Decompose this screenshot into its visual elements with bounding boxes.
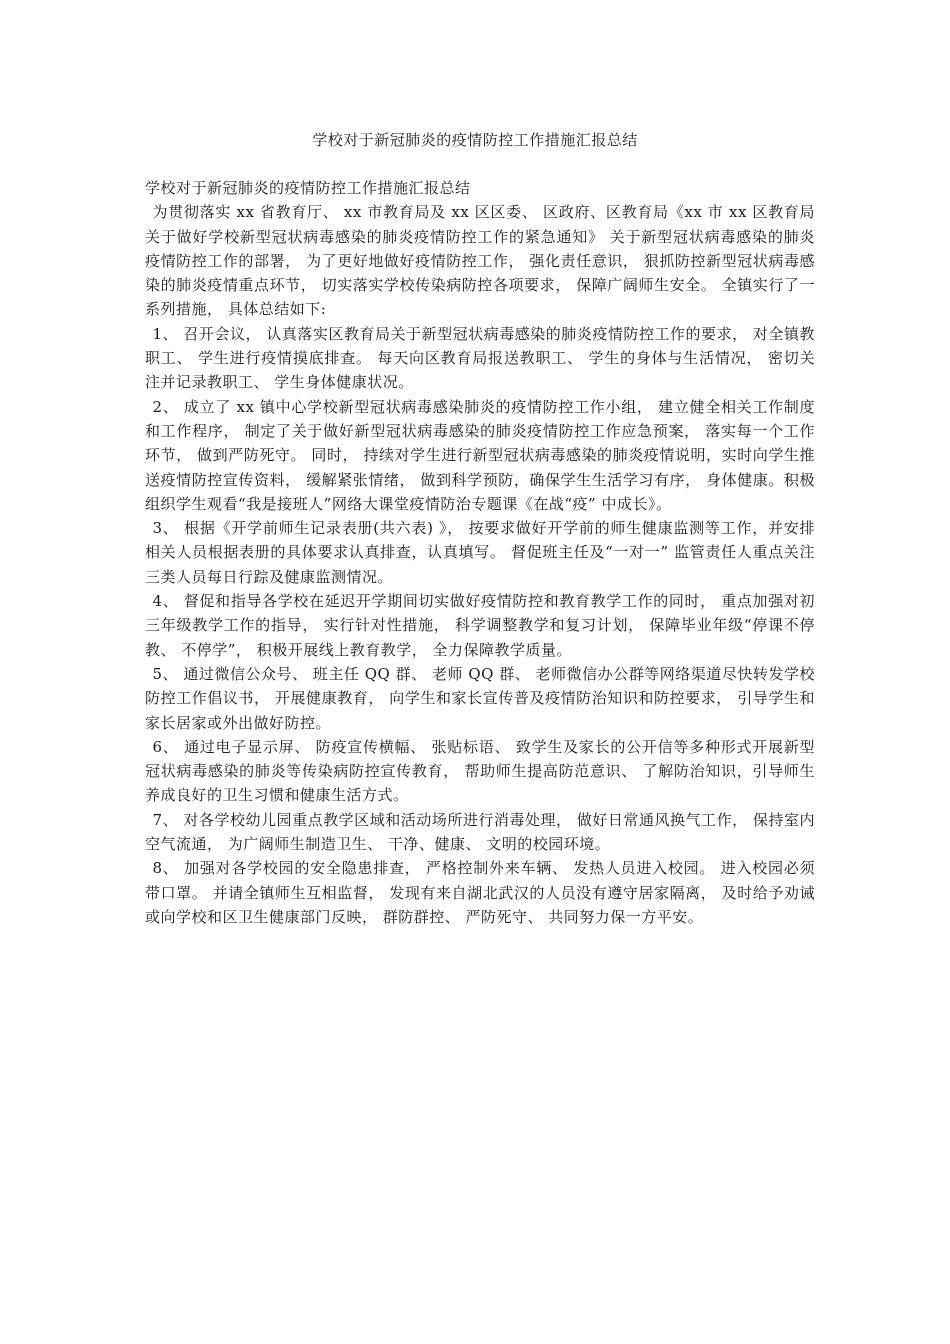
intro-paragraph: 为贯彻落实 xx 省教育厅、 xx 市教育局及 xx 区区委、 区政府、区教育局《xx 市 xx 区教育局关于做好学校新型冠状病毒感染的肺炎疫情防控工作的紧急通知》 关于新型冠状病毒感染的肺炎疫情防控工作的部署， 为了更好地做好疫情防控工作， 强化责任意识， 狠抓防控新型冠状病毒感染的肺炎疫情重点环节， 切实落实学校传染病防控各项要求， 保障广阔师生安全。 全镇实行了一系列措施， 具体总结如下:	[145, 203, 815, 319]
document-subtitle: 学校对于新冠肺炎的疫情防控工作措施汇报总结	[145, 179, 471, 197]
list-item-5: 5、 通过微信公众号、 班主任 QQ 群、 老师 QQ 群、 老师微信办公群等网络渠道尽快转发学校防控工作倡议书， 开展健康教育， 向学生和家长宣传普及疫情防治知识和防控要求， 引导学生和家长居家或外出做好防控。	[145, 664, 815, 732]
list-item-1: 1、 召开会议， 认真落实区教育局关于新型冠状病毒感染的肺炎疫情防控工作的要求， 对全镇教职工、 学生进行疫情摸底排查。 每天向区教育局报送教职工、 学生的身体与生活情况， 密切关注并记录教职工、 学生身体健康状况。	[145, 324, 815, 392]
document-title: 学校对于新冠肺炎的疫情防控工作措施汇报总结	[312, 131, 638, 149]
document-body	[145, 176, 815, 929]
list-item-3: 3、 根据《开学前师生记录表册(共六表) 》， 按要求做好开学前的师生健康监测等工作，并安排相关人员根据表册的具体要求认真排查，认真填写。 督促班主任及“一对一” 监管责任人重点关注三类人员每日行踪及健康监测情况。	[145, 519, 815, 586]
list-item-6: 6、 通过电子显示屏、 防疫宣传横幅、 张贴标语、 致学生及家长的公开信等多种形式开展新型冠状病毒感染的肺炎等传染病防控宣传教育， 帮助师生提高防范意识、 了解防治知识，引导师生养成良好的卫生习惯和健康生活方式。	[145, 737, 815, 805]
list-item-2: 2、 成立了 xx 镇中心学校新型冠状病毒感染肺炎的疫情防控工作小组， 建立健全相关工作制度和工作程序， 制定了关于做好新型冠状病毒感染的肺炎疫情防控工作应急预案， 落实每一个工作环节， 做到严防死守。 同时， 持续对学生进行新型冠状病毒感染的肺炎疫情说明，实时向学生推送疫情防控宣传资料， 缓解紧张情绪， 做到科学预防，确保学生生活学习有序， 身体健康。积极组织学生观看“我是接班人”网络大课堂疫情防治专题课《在战“疫” 中成长》。	[145, 397, 815, 513]
list-item-4: 4、 督促和指导各学校在延迟开学期间切实做好疫情防控和教育教学工作的同时， 重点加强对初三年级教学工作的指导， 实行针对性措施， 科学调整教学和复习计划， 保障毕业年级“停课不停教、 不停学”， 积极开展线上教育教学， 全力保障教学质量。	[145, 592, 815, 659]
list-item-7: 7、 对各学校幼儿园重点教学区域和活动场所进行消毒处理， 做好日常通风换气工作， 保持室内空气流通， 为广阔师生制造卫生、 干净、健康、 文明的校园环境。	[145, 810, 815, 854]
list-item-8: 8、 加强对各学校园的安全隐患排查， 严格控制外来车辆、 发热人员进入校园。 进入校园必须带口罩。 并请全镇师生互相监督， 发现有来自湖北武汉的人员没有遵守居家隔离， 及时给予劝诫或向学校和区卫生健康部门反映， 群防群控、 严防死守、 共同努力保一方平安。	[145, 859, 815, 926]
